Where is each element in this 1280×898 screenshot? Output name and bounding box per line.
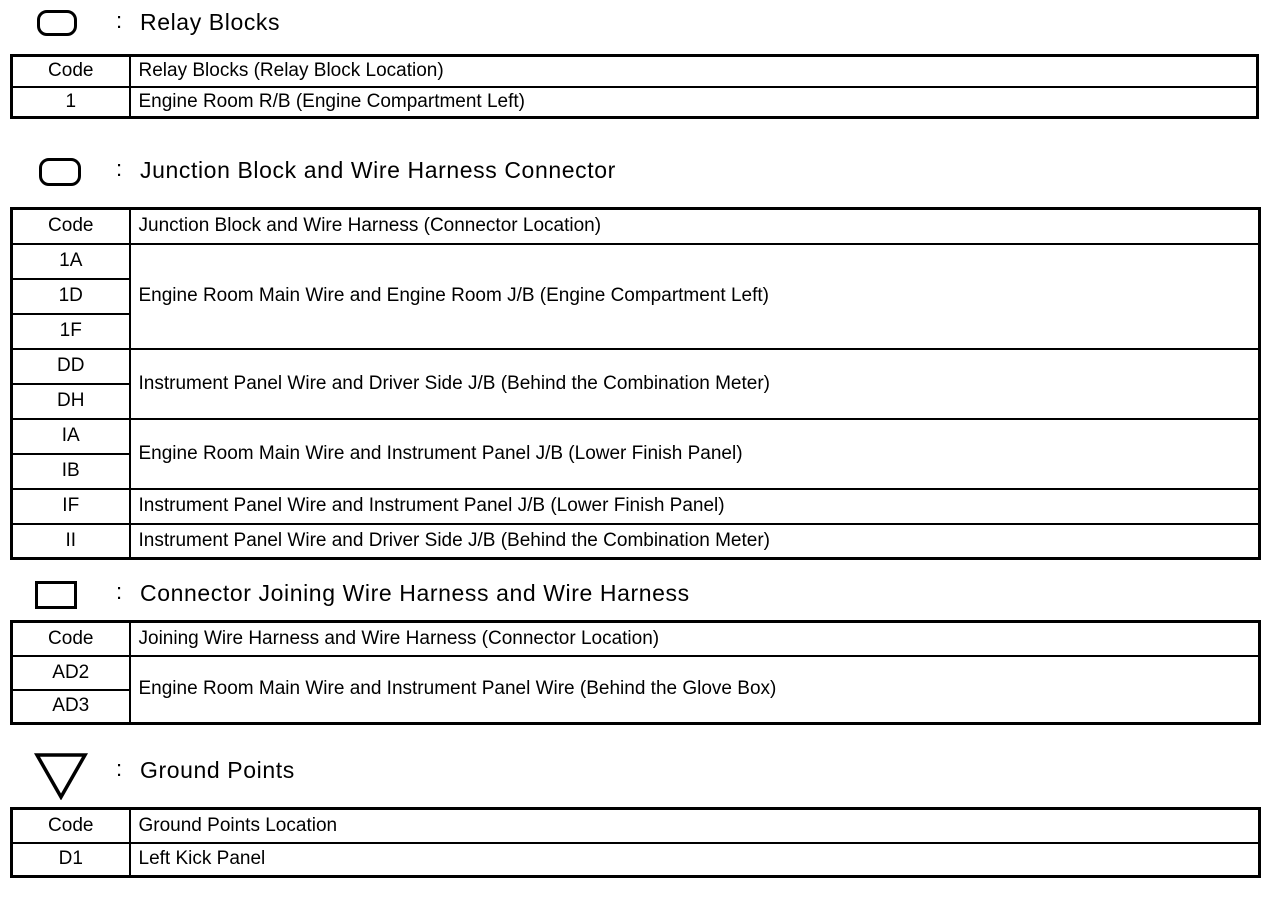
code-header: Code: [12, 209, 130, 244]
code-header: Code: [12, 56, 130, 87]
table-row: [12, 489, 1260, 524]
table-header-row: [12, 56, 1258, 87]
code-cell: 1A: [12, 244, 130, 279]
relay-blocks-heading: [0, 6, 600, 46]
heading-colon: :: [116, 579, 123, 604]
code-cell: IF: [12, 489, 130, 524]
section-title: Connector Joining Wire Harness and Wire Harness: [140, 580, 690, 606]
location-cell: Engine Room Main Wire and Instrument Panel J/B (Lower Finish Panel): [130, 419, 1260, 489]
code-cell: IB: [12, 454, 130, 489]
triangle-down-symbol-icon: [33, 752, 89, 800]
code-cell: 1F: [12, 314, 130, 349]
table-row: [12, 419, 1260, 454]
table-row: [12, 244, 1260, 279]
code-header: Code: [12, 622, 130, 656]
section-title: Ground Points: [140, 757, 295, 783]
location-cell: Engine Room Main Wire and Engine Room J/B (Engine Compartment Left): [130, 244, 1260, 349]
code-cell: II: [12, 524, 130, 559]
location-cell: Instrument Panel Wire and Driver Side J/B (Behind the Combination Meter): [130, 349, 1260, 419]
location-header: Junction Block and Wire Harness (Connector Location): [130, 209, 1260, 244]
table-row: [12, 87, 1258, 118]
location-header: Ground Points Location: [130, 809, 1260, 843]
table-row: [12, 843, 1260, 877]
table-header-row: [12, 209, 1260, 244]
table-header-row: [12, 622, 1260, 656]
rounded-rect-symbol-icon: [39, 158, 81, 186]
section-title: Junction Block and Wire Harness Connector: [140, 157, 616, 183]
heading-colon: :: [116, 756, 123, 781]
code-cell: D1: [12, 843, 130, 877]
junction-block-heading: [0, 155, 800, 195]
table-row: [12, 524, 1260, 559]
junction-block-table: [10, 207, 1261, 560]
table-row: [12, 656, 1260, 690]
code-cell: 1: [12, 87, 130, 118]
code-cell: AD2: [12, 656, 130, 690]
relay-blocks-table: [10, 54, 1259, 119]
location-cell: Left Kick Panel: [130, 843, 1260, 877]
rounded-rect-symbol-icon: [37, 10, 77, 36]
location-cell: Instrument Panel Wire and Instrument Panel J/B (Lower Finish Panel): [130, 489, 1260, 524]
code-cell: DH: [12, 384, 130, 419]
rectangle-symbol-icon: [35, 581, 77, 609]
location-header: Relay Blocks (Relay Block Location): [130, 56, 1258, 87]
ground-points-heading: [0, 752, 600, 800]
table-row: [12, 349, 1260, 384]
code-cell: AD3: [12, 690, 130, 724]
connector-joining-table: [10, 620, 1261, 725]
section-title: Relay Blocks: [140, 9, 281, 35]
code-cell: 1D: [12, 279, 130, 314]
location-cell: Instrument Panel Wire and Driver Side J/B (Behind the Combination Meter): [130, 524, 1260, 559]
heading-colon: :: [116, 8, 123, 33]
location-cell: Engine Room Main Wire and Instrument Panel Wire (Behind the Glove Box): [130, 656, 1260, 724]
location-header: Joining Wire Harness and Wire Harness (Connector Location): [130, 622, 1260, 656]
location-cell: Engine Room R/B (Engine Compartment Left): [130, 87, 1258, 118]
connector-joining-heading: [0, 577, 900, 617]
table-header-row: [12, 809, 1260, 843]
code-cell: DD: [12, 349, 130, 384]
code-header: Code: [12, 809, 130, 843]
ground-points-table: [10, 807, 1261, 878]
heading-colon: :: [116, 156, 123, 181]
code-cell: IA: [12, 419, 130, 454]
